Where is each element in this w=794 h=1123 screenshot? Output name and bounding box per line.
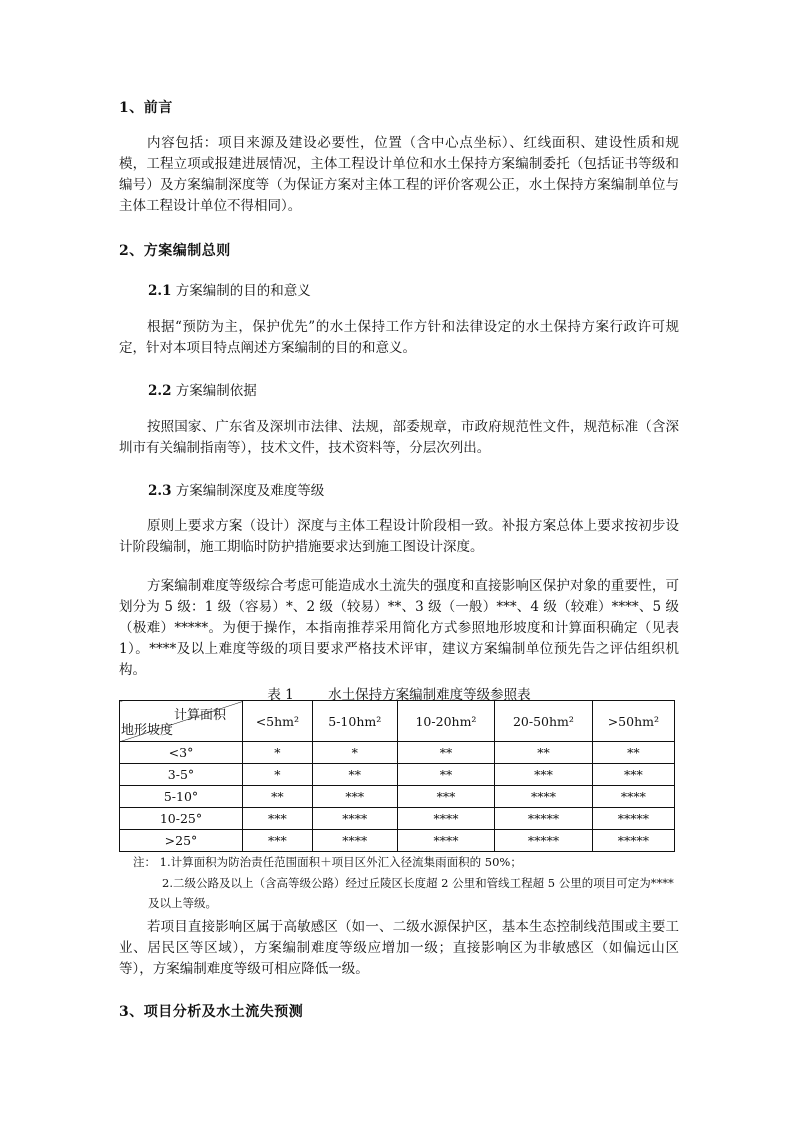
table-cell: ****	[397, 830, 494, 852]
table-row	[120, 786, 675, 808]
table-cell: **	[495, 742, 592, 764]
table-cell: ****	[495, 786, 592, 808]
corner-label-slope: 地形坡度	[121, 723, 174, 738]
table-row	[120, 830, 675, 852]
subheading-title: 方案编制的目的和意义	[175, 283, 311, 299]
table-cell: ***	[592, 764, 674, 786]
table-cell: ***	[397, 786, 494, 808]
table-cell: **	[312, 764, 397, 786]
subheading-2-1	[148, 279, 311, 299]
table-cell: *	[243, 742, 313, 764]
subheading-2-2	[148, 379, 257, 399]
subheading-title: 方案编制深度及难度等级	[175, 483, 325, 499]
section-heading-1: 1、前言	[119, 100, 173, 116]
row-header: <3°	[120, 742, 243, 764]
table-row	[120, 764, 675, 786]
subheading-title: 方案编制依据	[175, 383, 257, 399]
table-cell: *****	[495, 808, 592, 830]
paragraph-2-1: 根据“预防为主，保护优先”的水土保持工作方针和法律设定的水土保持方案行政许可规定，针对本项目特点阐述方案编制的目的和意义。	[119, 319, 679, 356]
table-cell: *	[312, 742, 397, 764]
row-header: 3-5°	[120, 764, 243, 786]
paragraph-2-3b: 方案编制难度等级综合考虑可能造成水土流失的强度和直接影响区保护对象的重要性，可划分为 5 级：1 级（容易）*、2 级（较易）**、3 级（一般）***、4 级（较难）****、5 级（极难）*****。为便于操作，本指南推荐采用简化方式参照地形坡度和计算面积确定（见表 1）。****及以上难度等级的项目要求严格技术评审，建议方案编制单位预先告之评估组织机构。	[119, 578, 679, 678]
table-cell: ***	[243, 808, 313, 830]
column-header: >50hm²	[592, 701, 674, 742]
table-cell: ****	[592, 786, 674, 808]
table-caption-title: 水土保持方案编制难度等级参照表	[328, 687, 531, 703]
column-header: <5hm²	[243, 701, 313, 742]
table-cell: ***	[312, 786, 397, 808]
column-header: 5-10hm²	[312, 701, 397, 742]
subheading-number: 2.2	[148, 383, 172, 399]
table-cell: ***	[243, 830, 313, 852]
table-cell: *****	[495, 830, 592, 852]
table-note-1	[133, 853, 522, 872]
note-label: 注：	[133, 855, 156, 869]
table-header-row	[120, 701, 675, 742]
table-note-2-cont: 及以上等级。	[148, 896, 217, 910]
table-cell: **	[397, 742, 494, 764]
table-row	[120, 808, 675, 830]
section-heading-3: 3、项目分析及水土流失预测	[119, 1004, 304, 1020]
table-cell: **	[397, 764, 494, 786]
subheading-number: 2.3	[148, 483, 172, 499]
table-cell: ****	[312, 808, 397, 830]
column-header: 20-50hm²	[495, 701, 592, 742]
paragraph-sensitivity: 若项目直接影响区属于高敏感区（如一、二级水源保护区，基本生态控制线范围或主要工业、居民区等区域），方案编制难度等级应增加一级；直接影响区为非敏感区（如偏远山区等），方案编制难度等级可相应降低一级。	[119, 919, 679, 977]
paragraph-2-3a: 原则上要求方案（设计）深度与主体工程设计阶段相一致。补报方案总体上要求按初步设计阶段编制，施工期临时防护措施要求达到施工图设计深度。	[119, 518, 679, 555]
table-cell: *****	[592, 808, 674, 830]
section-1-paragraph: 内容包括：项目来源及建设必要性，位置（含中心点坐标）、红线面积、建设性质和规模，工程立项或报建进展情况，主体工程设计单位和水土保持方案编制委托（包括证书等级和编号）及方案编制深度等（为保证方案对主体工程的评价客观公正，水土保持方案编制单位与主体工程设计单位不得相同）。	[119, 135, 679, 214]
table-cell: **	[243, 786, 313, 808]
subheading-number: 2.1	[148, 283, 172, 299]
table-cell: *****	[592, 830, 674, 852]
section-heading-2: 2、方案编制总则	[119, 243, 231, 259]
column-header: 10-20hm²	[397, 701, 494, 742]
row-header: 5-10°	[120, 786, 243, 808]
table-cell: **	[592, 742, 674, 764]
corner-label-area: 计算面积	[173, 708, 226, 723]
paragraph-2-2: 按照国家、广东省及深圳市法律、法规，部委规章，市政府规范性文件，规范标准（含深圳市有关编制指南等），技术文件，技术资料等，分层次列出。	[119, 419, 679, 456]
table-caption-number: 表 1	[267, 687, 294, 703]
row-header: 10-25°	[120, 808, 243, 830]
subheading-2-3	[148, 479, 324, 499]
table-row	[120, 742, 675, 764]
difficulty-grade-table	[119, 700, 675, 852]
table-cell: ****	[397, 808, 494, 830]
row-header: >25°	[120, 830, 243, 852]
table-cell: *	[243, 764, 313, 786]
table-cell: ***	[495, 764, 592, 786]
table-note-2: 2.二级公路及以上（含高等级公路）经过丘陵区长度超 2 公里和管线工程超 5 公里的项目可定为****	[162, 876, 674, 890]
table-cell: ****	[312, 830, 397, 852]
note-text: 1.计算面积为防治责任范围面积＋项目区外汇入径流集雨面积的 50%；	[159, 855, 522, 869]
table-corner-cell	[120, 701, 243, 742]
